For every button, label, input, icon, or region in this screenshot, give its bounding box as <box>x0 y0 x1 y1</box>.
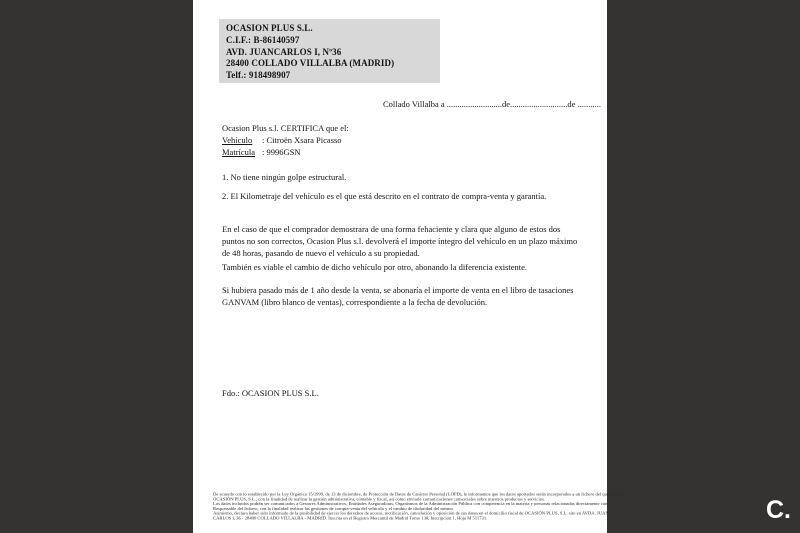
vehicle-value: : Citroën Xsara Picasso <box>262 135 342 145</box>
ganvam-paragraph: Si hubiera pasado más de 1 año desde la venta, se abonaría el importe de venta en el libro de tasaciones GANVAM (libro blanco de ventas), correspondiente a la fecha de devolución. <box>222 285 574 307</box>
condition-item-2: 2. El Kilometraje del vehículo es el que está descrito en el contrato de compra-venta y garantía. <box>222 191 547 201</box>
legal-line: De acuerdo con lo establecido por la Ley Orgánica 15/1999, de 13 de diciembre, de Protección de Datos de Carácter Personal (LOPD), le informamos que los datos aportados serán incorporados a un fichero del que es titular <box>213 491 627 497</box>
company-name: OCASION PLUS S.L. <box>226 23 313 33</box>
document-page <box>193 0 627 533</box>
legal-line: Asimismo, declara haber sido informado de la posibilidad de ejercer los derechos de acceso, rectificación, cancelación y oposición de sus datos en el domicilio fiscal de OCASIÓN PLUS, S.L. sito en AVDA. JUAN <box>213 511 609 517</box>
plate-value: : 9996GSN <box>262 147 301 157</box>
refund-paragraph: En el caso de que el comprador demostrara de una forma fehaciente y clara que alguno de estos dos puntos no son correctos, Ocasion Plus s.l. devolverá el importe íntegro del vehículo en un plazo máximo de 48 horas, pasando de nuevo el vehículo a su propiedad. <box>222 224 578 258</box>
legal-line: Responsable del fichero, con la finalidad realizar las gestiones de compra-venta del vehículo y el cambio de titularidad del mismo. <box>213 506 455 512</box>
certify-intro: Ocasion Plus s.l. CERTIFICA que el: <box>222 123 349 133</box>
vehicle-label: Vehículo <box>222 135 253 145</box>
vehicle-row <box>222 134 342 146</box>
company-city: 28400 COLLADO VILLALBA (MADRID) <box>226 58 395 69</box>
plate-row <box>222 146 301 158</box>
company-address: AVD. JUANCARLOS I, Nº36 <box>226 46 342 57</box>
signature-line: Fdo.: OCASION PLUS S.L. <box>222 388 319 398</box>
condition-item-1: 1. No tiene ningún golpe estructural. <box>222 172 347 182</box>
exchange-paragraph: También es viable el cambio de dicho vehículo por otro, abonando la diferencia existente. <box>222 262 528 272</box>
company-cif: C.I.F.: B-86140597 <box>226 34 300 45</box>
legal-line: OCASIÓN PLUS, S.L., con la finalidad de realizar la gestión administrativa, contable y fiscal, así como enviarle comunicaciones comerciales sobre nuestros productos y servicios. <box>213 496 546 502</box>
letterhead-block <box>219 19 440 83</box>
company-phone: Telf.: 918498907 <box>226 70 291 81</box>
legal-line: CARLOS I, 36 - 28400 COLLADO VILLALBA - MADRID. Inscrita en el Registro Mercantil de Madrid Tomo 130, Inscripción 1, Hoja M 511731. <box>213 515 488 521</box>
legal-footer-text <box>213 491 627 521</box>
plate-label: Matrícula <box>222 147 256 157</box>
legal-line: Los datos incluidos podrán ser comunicados a Gestores Administrativos, Entidades Aseguradoras, Organismos de la Administración Pública con competencia en la materia y personas relacionadas directamente con el <box>213 501 612 507</box>
legal-footer <box>213 491 627 526</box>
coches-logo: C. <box>766 496 791 524</box>
date-line: Collado Villalba a ..........................de...........................de ........... <box>383 99 601 109</box>
